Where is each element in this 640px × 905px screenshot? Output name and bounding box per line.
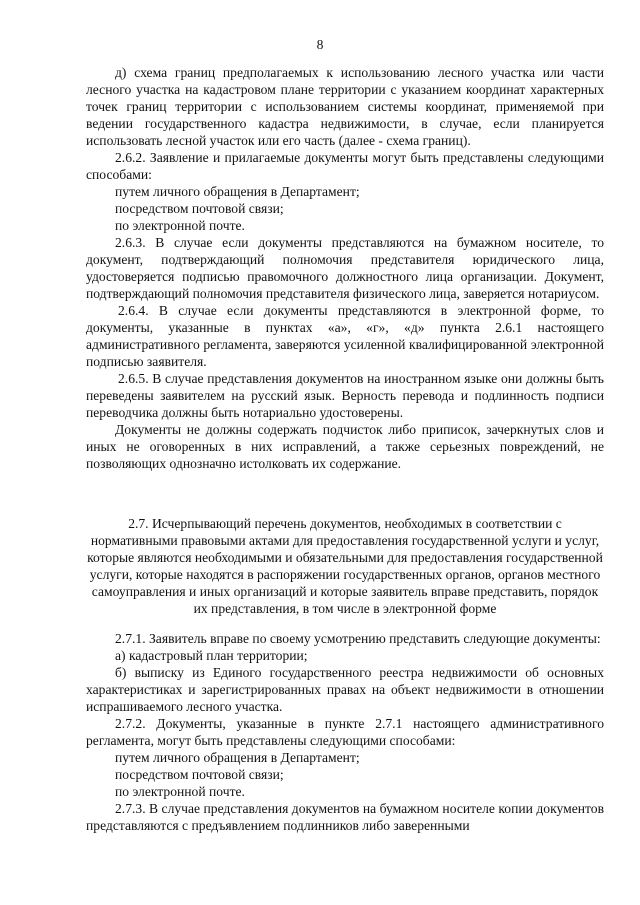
list-item-postal-2: посредством почтовой связи; <box>115 767 284 782</box>
page-number: 8 <box>316 37 324 52</box>
list-item-email: по электронной почте. <box>115 218 245 233</box>
paragraph-2-7-1: 2.7.1. Заявитель вправе по своему усмотрению представить следующие документы: <box>115 631 601 646</box>
paragraph-2-7-2: 2.7.2. Документы, указанные в пункте 2.7.1 настоящего административного регламента, могут быть представлены следующими способами: <box>86 716 604 748</box>
paragraph-2-6-2: 2.6.2. Заявление и прилагаемые документы могут быть представлены следующими способами: <box>86 150 604 182</box>
paragraph-d-boundary-scheme: д) схема границ предполагаемых к использованию лесного участка или части лесного участка на кадастровом плане территории с указанием координат характерных точек границ территории с использованием системы координат, применяемой при ведении государственного кадастра недвижимости, в случае, если планируется использовать лесной участок или его часть (далее - схема границ). <box>86 65 604 148</box>
paragraph-documents-requirements: Документы не должны содержать подчисток либо приписок, зачеркнутых слов и иных не оговоренных в них исправлений, а также серьезных повреждений, не позволяющих однозначно истолковать их содержание. <box>86 422 604 471</box>
list-item-personal-visit-2: путем личного обращения в Департамент; <box>115 750 360 765</box>
section-heading-2-7: 2.7. Исчерпывающий перечень документов, необходимых в соответствии с нормативными правовыми актами для предоставления государственной услуги и услуг, которые являются необходимыми и обязательными для предоставления государственной услуги, которые находятся в распоряжении государственных органов, органов местного самоуправления и иных организаций и которые заявитель вправе представить, порядок их представления, в том числе в электронной форме <box>87 516 603 616</box>
list-item-cadastral-plan: а) кадастровый план территории; <box>115 648 308 663</box>
list-item-personal-visit: путем личного обращения в Департамент; <box>115 184 360 199</box>
list-item-postal: посредством почтовой связи; <box>115 201 284 216</box>
paragraph-2-6-5: 2.6.5. В случае представления документов на иностранном языке они должны быть переведены заявителем на русский язык. Верность перевода и подлинность подписи переводчика должны быть нотариально удостоверены. <box>86 371 604 420</box>
body-text-bottom <box>86 630 604 834</box>
paragraph-2-6-3: 2.6.3. В случае если документы представляются на бумажном носителе, то документ, подтверждающий полномочия представителя юридического лица, удостоверяется подписью правомочного должностного лица организации. Документ, подтверждающий полномочия представителя физического лица, заверяется нотариусом. <box>86 235 604 301</box>
paragraph-2-7-3: 2.7.3. В случае представления документов на бумажном носителе копии документов представляются с предъявлением подлинников либо заверенными <box>86 801 604 833</box>
body-text-top <box>86 64 604 472</box>
paragraph-2-6-4: 2.6.4. В случае если документы представляются в электронной форме, то документы, указанные в пунктах «а», «г», «д» пункта 2.6.1 настоящего административного регламента, заверяются усиленной квалифицированной электронной подписью заявителя. <box>86 303 604 369</box>
list-item-egrn-extract: б) выписку из Единого государственного реестра недвижимости об основных характеристиках и зарегистрированных правах на объект недвижимости в отношении испрашиваемого лесного участка. <box>86 665 604 714</box>
list-item-email-2: по электронной почте. <box>115 784 245 799</box>
